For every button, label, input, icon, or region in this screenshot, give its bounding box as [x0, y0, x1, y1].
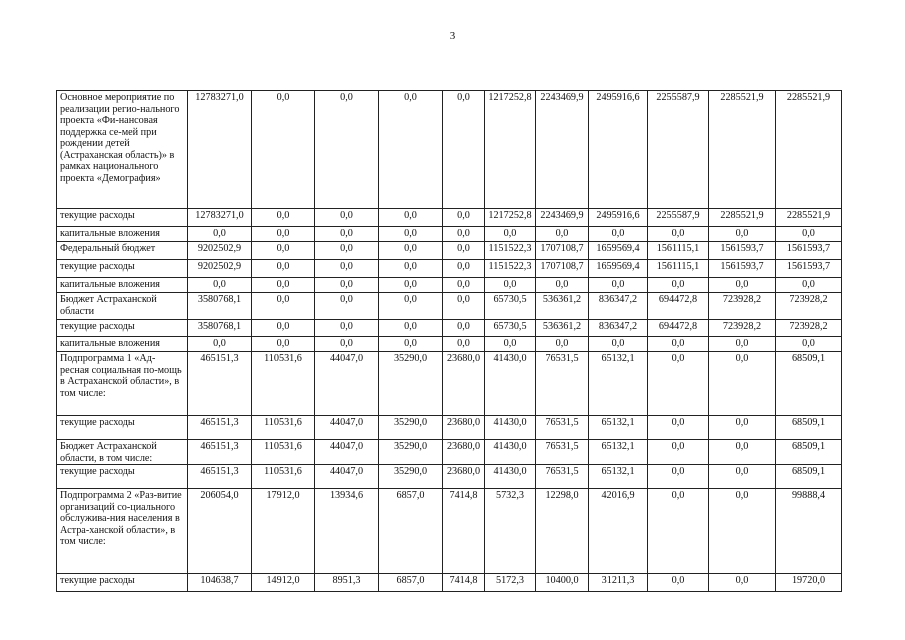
value-cell: 7414,8 — [443, 574, 485, 592]
value-cell: 65730,5 — [485, 293, 536, 320]
value-cell: 2243469,9 — [536, 91, 589, 209]
value-cell: 76531,5 — [536, 352, 589, 416]
value-cell: 0,0 — [379, 209, 443, 227]
value-cell: 35290,0 — [379, 352, 443, 416]
value-cell: 0,0 — [776, 278, 842, 293]
value-cell: 0,0 — [709, 352, 776, 416]
value-cell: 0,0 — [379, 278, 443, 293]
value-cell: 9202502,9 — [188, 260, 252, 278]
table-row — [57, 320, 842, 337]
value-cell: 110531,6 — [252, 465, 315, 489]
value-cell: 0,0 — [252, 91, 315, 209]
value-cell: 0,0 — [709, 227, 776, 242]
value-cell: 12783271,0 — [188, 91, 252, 209]
value-cell: 0,0 — [648, 278, 709, 293]
value-cell: 0,0 — [648, 337, 709, 352]
value-cell: 65132,1 — [589, 465, 648, 489]
value-cell: 44047,0 — [315, 352, 379, 416]
value-cell: 1151522,3 — [485, 260, 536, 278]
value-cell: 1561593,7 — [709, 260, 776, 278]
value-cell: 0,0 — [709, 440, 776, 465]
value-cell: 12783271,0 — [188, 209, 252, 227]
value-cell: 0,0 — [379, 337, 443, 352]
value-cell: 0,0 — [709, 278, 776, 293]
value-cell: 8951,3 — [315, 574, 379, 592]
value-cell: 0,0 — [315, 337, 379, 352]
value-cell: 41430,0 — [485, 465, 536, 489]
value-cell: 23680,0 — [443, 352, 485, 416]
value-cell: 42016,9 — [589, 489, 648, 574]
value-cell: 0,0 — [315, 260, 379, 278]
value-cell: 206054,0 — [188, 489, 252, 574]
value-cell: 0,0 — [776, 227, 842, 242]
value-cell: 0,0 — [443, 320, 485, 337]
value-cell: 0,0 — [485, 337, 536, 352]
value-cell: 2285521,9 — [709, 91, 776, 209]
value-cell: 110531,6 — [252, 352, 315, 416]
value-cell: 0,0 — [648, 440, 709, 465]
value-cell: 68509,1 — [776, 440, 842, 465]
value-cell: 0,0 — [443, 293, 485, 320]
value-cell: 0,0 — [315, 293, 379, 320]
value-cell: 0,0 — [443, 227, 485, 242]
value-cell: 41430,0 — [485, 416, 536, 440]
value-cell: 0,0 — [589, 278, 648, 293]
value-cell: 0,0 — [709, 337, 776, 352]
value-cell: 35290,0 — [379, 416, 443, 440]
value-cell: 723928,2 — [776, 293, 842, 320]
value-cell: 465151,3 — [188, 352, 252, 416]
value-cell: 0,0 — [443, 209, 485, 227]
value-cell: 465151,3 — [188, 465, 252, 489]
value-cell: 1217252,8 — [485, 209, 536, 227]
value-cell: 1151522,3 — [485, 242, 536, 260]
value-cell: 23680,0 — [443, 440, 485, 465]
value-cell: 0,0 — [252, 209, 315, 227]
value-cell: 68509,1 — [776, 352, 842, 416]
value-cell: 0,0 — [252, 242, 315, 260]
value-cell: 0,0 — [485, 278, 536, 293]
value-cell: 6857,0 — [379, 574, 443, 592]
table-row — [57, 337, 842, 352]
value-cell: 10400,0 — [536, 574, 589, 592]
value-cell: 0,0 — [188, 227, 252, 242]
page-number: 3 — [449, 30, 456, 42]
value-cell: 65132,1 — [589, 440, 648, 465]
value-cell: 0,0 — [379, 91, 443, 209]
table-row — [57, 352, 842, 416]
value-cell: 76531,5 — [536, 465, 589, 489]
value-cell: 0,0 — [648, 489, 709, 574]
value-cell: 723928,2 — [709, 293, 776, 320]
row-label: текущие расходы — [57, 320, 188, 337]
value-cell: 1561593,7 — [709, 242, 776, 260]
value-cell: 0,0 — [315, 91, 379, 209]
table-row — [57, 489, 842, 574]
value-cell: 6857,0 — [379, 489, 443, 574]
value-cell: 723928,2 — [776, 320, 842, 337]
row-label: текущие расходы — [57, 465, 188, 489]
value-cell: 110531,6 — [252, 416, 315, 440]
value-cell: 0,0 — [648, 574, 709, 592]
value-cell: 536361,2 — [536, 320, 589, 337]
value-cell: 836347,2 — [589, 320, 648, 337]
value-cell: 0,0 — [709, 465, 776, 489]
value-cell: 0,0 — [776, 337, 842, 352]
value-cell: 5732,3 — [485, 489, 536, 574]
row-label: Бюджет Астраханской области, в том числе: — [57, 440, 188, 465]
table-row — [57, 440, 842, 465]
value-cell: 17912,0 — [252, 489, 315, 574]
value-cell: 12298,0 — [536, 489, 589, 574]
value-cell: 0,0 — [536, 337, 589, 352]
value-cell: 694472,8 — [648, 293, 709, 320]
value-cell: 0,0 — [443, 278, 485, 293]
row-label: текущие расходы — [57, 574, 188, 592]
row-label: капитальные вложения — [57, 227, 188, 242]
value-cell: 76531,5 — [536, 416, 589, 440]
table-row — [57, 416, 842, 440]
value-cell: 1707108,7 — [536, 260, 589, 278]
value-cell: 1707108,7 — [536, 242, 589, 260]
value-cell: 19720,0 — [776, 574, 842, 592]
row-label: текущие расходы — [57, 260, 188, 278]
value-cell: 44047,0 — [315, 465, 379, 489]
value-cell: 1659569,4 — [589, 260, 648, 278]
value-cell: 0,0 — [315, 278, 379, 293]
value-cell: 13934,6 — [315, 489, 379, 574]
value-cell: 41430,0 — [485, 440, 536, 465]
row-label: капитальные вложения — [57, 278, 188, 293]
value-cell: 0,0 — [589, 227, 648, 242]
value-cell: 0,0 — [536, 227, 589, 242]
value-cell: 0,0 — [709, 489, 776, 574]
value-cell: 2255587,9 — [648, 209, 709, 227]
table-row — [57, 260, 842, 278]
value-cell: 0,0 — [315, 209, 379, 227]
value-cell: 2285521,9 — [709, 209, 776, 227]
value-cell: 0,0 — [443, 260, 485, 278]
value-cell: 68509,1 — [776, 416, 842, 440]
value-cell: 465151,3 — [188, 440, 252, 465]
value-cell: 2285521,9 — [776, 91, 842, 209]
table-row — [57, 209, 842, 227]
value-cell: 76531,5 — [536, 440, 589, 465]
value-cell: 0,0 — [589, 337, 648, 352]
value-cell: 0,0 — [443, 337, 485, 352]
value-cell: 0,0 — [252, 293, 315, 320]
value-cell: 3580768,1 — [188, 293, 252, 320]
value-cell: 0,0 — [379, 320, 443, 337]
value-cell: 0,0 — [315, 320, 379, 337]
value-cell: 0,0 — [709, 416, 776, 440]
value-cell: 0,0 — [379, 293, 443, 320]
value-cell: 35290,0 — [379, 440, 443, 465]
value-cell: 41430,0 — [485, 352, 536, 416]
value-cell: 2495916,6 — [589, 91, 648, 209]
value-cell: 2285521,9 — [776, 209, 842, 227]
value-cell: 465151,3 — [188, 416, 252, 440]
table-row — [57, 293, 842, 320]
value-cell: 0,0 — [379, 260, 443, 278]
value-cell: 65730,5 — [485, 320, 536, 337]
value-cell: 0,0 — [648, 416, 709, 440]
value-cell: 44047,0 — [315, 416, 379, 440]
table-row — [57, 227, 842, 242]
value-cell: 0,0 — [252, 320, 315, 337]
row-label: Подпрограмма 2 «Раз-витие организаций со-циального обслужива-ния населения в Астра-ханской области», в том числе: — [57, 489, 188, 574]
value-cell: 0,0 — [443, 91, 485, 209]
value-cell: 0,0 — [379, 242, 443, 260]
value-cell: 0,0 — [252, 278, 315, 293]
value-cell: 536361,2 — [536, 293, 589, 320]
value-cell: 0,0 — [252, 227, 315, 242]
value-cell: 0,0 — [315, 227, 379, 242]
value-cell: 0,0 — [709, 574, 776, 592]
value-cell: 65132,1 — [589, 416, 648, 440]
value-cell: 1217252,8 — [485, 91, 536, 209]
table-row — [57, 278, 842, 293]
value-cell: 14912,0 — [252, 574, 315, 592]
value-cell: 99888,4 — [776, 489, 842, 574]
value-cell: 0,0 — [379, 227, 443, 242]
value-cell: 65132,1 — [589, 352, 648, 416]
value-cell: 0,0 — [443, 242, 485, 260]
value-cell: 3580768,1 — [188, 320, 252, 337]
value-cell: 23680,0 — [443, 465, 485, 489]
row-label: Подпрограмма 1 «Ад-ресная социальная по-мощь в Астраханской области», в том числе: — [57, 352, 188, 416]
table-row — [57, 91, 842, 209]
value-cell: 0,0 — [315, 242, 379, 260]
value-cell: 0,0 — [188, 278, 252, 293]
value-cell: 1561593,7 — [776, 260, 842, 278]
row-label: текущие расходы — [57, 209, 188, 227]
value-cell: 44047,0 — [315, 440, 379, 465]
table-body — [57, 91, 842, 592]
value-cell: 110531,6 — [252, 440, 315, 465]
value-cell: 2255587,9 — [648, 91, 709, 209]
row-label: Основное мероприятие по реализации регио-нального проекта «Фи-нансовая поддержка се-мей при рождении детей (Астраханская область)» в рамках национального проекта «Демография» — [57, 91, 188, 209]
row-label: Бюджет Астраханской области — [57, 293, 188, 320]
row-label: текущие расходы — [57, 416, 188, 440]
table-row — [57, 574, 842, 592]
value-cell: 836347,2 — [589, 293, 648, 320]
value-cell: 68509,1 — [776, 465, 842, 489]
value-cell: 2495916,6 — [589, 209, 648, 227]
value-cell: 104638,7 — [188, 574, 252, 592]
budget-table — [56, 90, 842, 592]
value-cell: 1561593,7 — [776, 242, 842, 260]
value-cell: 723928,2 — [709, 320, 776, 337]
value-cell: 7414,8 — [443, 489, 485, 574]
value-cell: 0,0 — [536, 278, 589, 293]
value-cell: 2243469,9 — [536, 209, 589, 227]
value-cell: 35290,0 — [379, 465, 443, 489]
value-cell: 0,0 — [648, 465, 709, 489]
value-cell: 1659569,4 — [589, 242, 648, 260]
value-cell: 31211,3 — [589, 574, 648, 592]
value-cell: 0,0 — [648, 352, 709, 416]
row-label: капитальные вложения — [57, 337, 188, 352]
row-label: Федеральный бюджет — [57, 242, 188, 260]
value-cell: 0,0 — [252, 260, 315, 278]
value-cell: 0,0 — [252, 337, 315, 352]
value-cell: 0,0 — [485, 227, 536, 242]
value-cell: 9202502,9 — [188, 242, 252, 260]
value-cell: 0,0 — [188, 337, 252, 352]
table-row — [57, 242, 842, 260]
value-cell: 694472,8 — [648, 320, 709, 337]
value-cell: 1561115,1 — [648, 260, 709, 278]
value-cell: 23680,0 — [443, 416, 485, 440]
value-cell: 1561115,1 — [648, 242, 709, 260]
table-row — [57, 465, 842, 489]
value-cell: 5172,3 — [485, 574, 536, 592]
value-cell: 0,0 — [648, 227, 709, 242]
